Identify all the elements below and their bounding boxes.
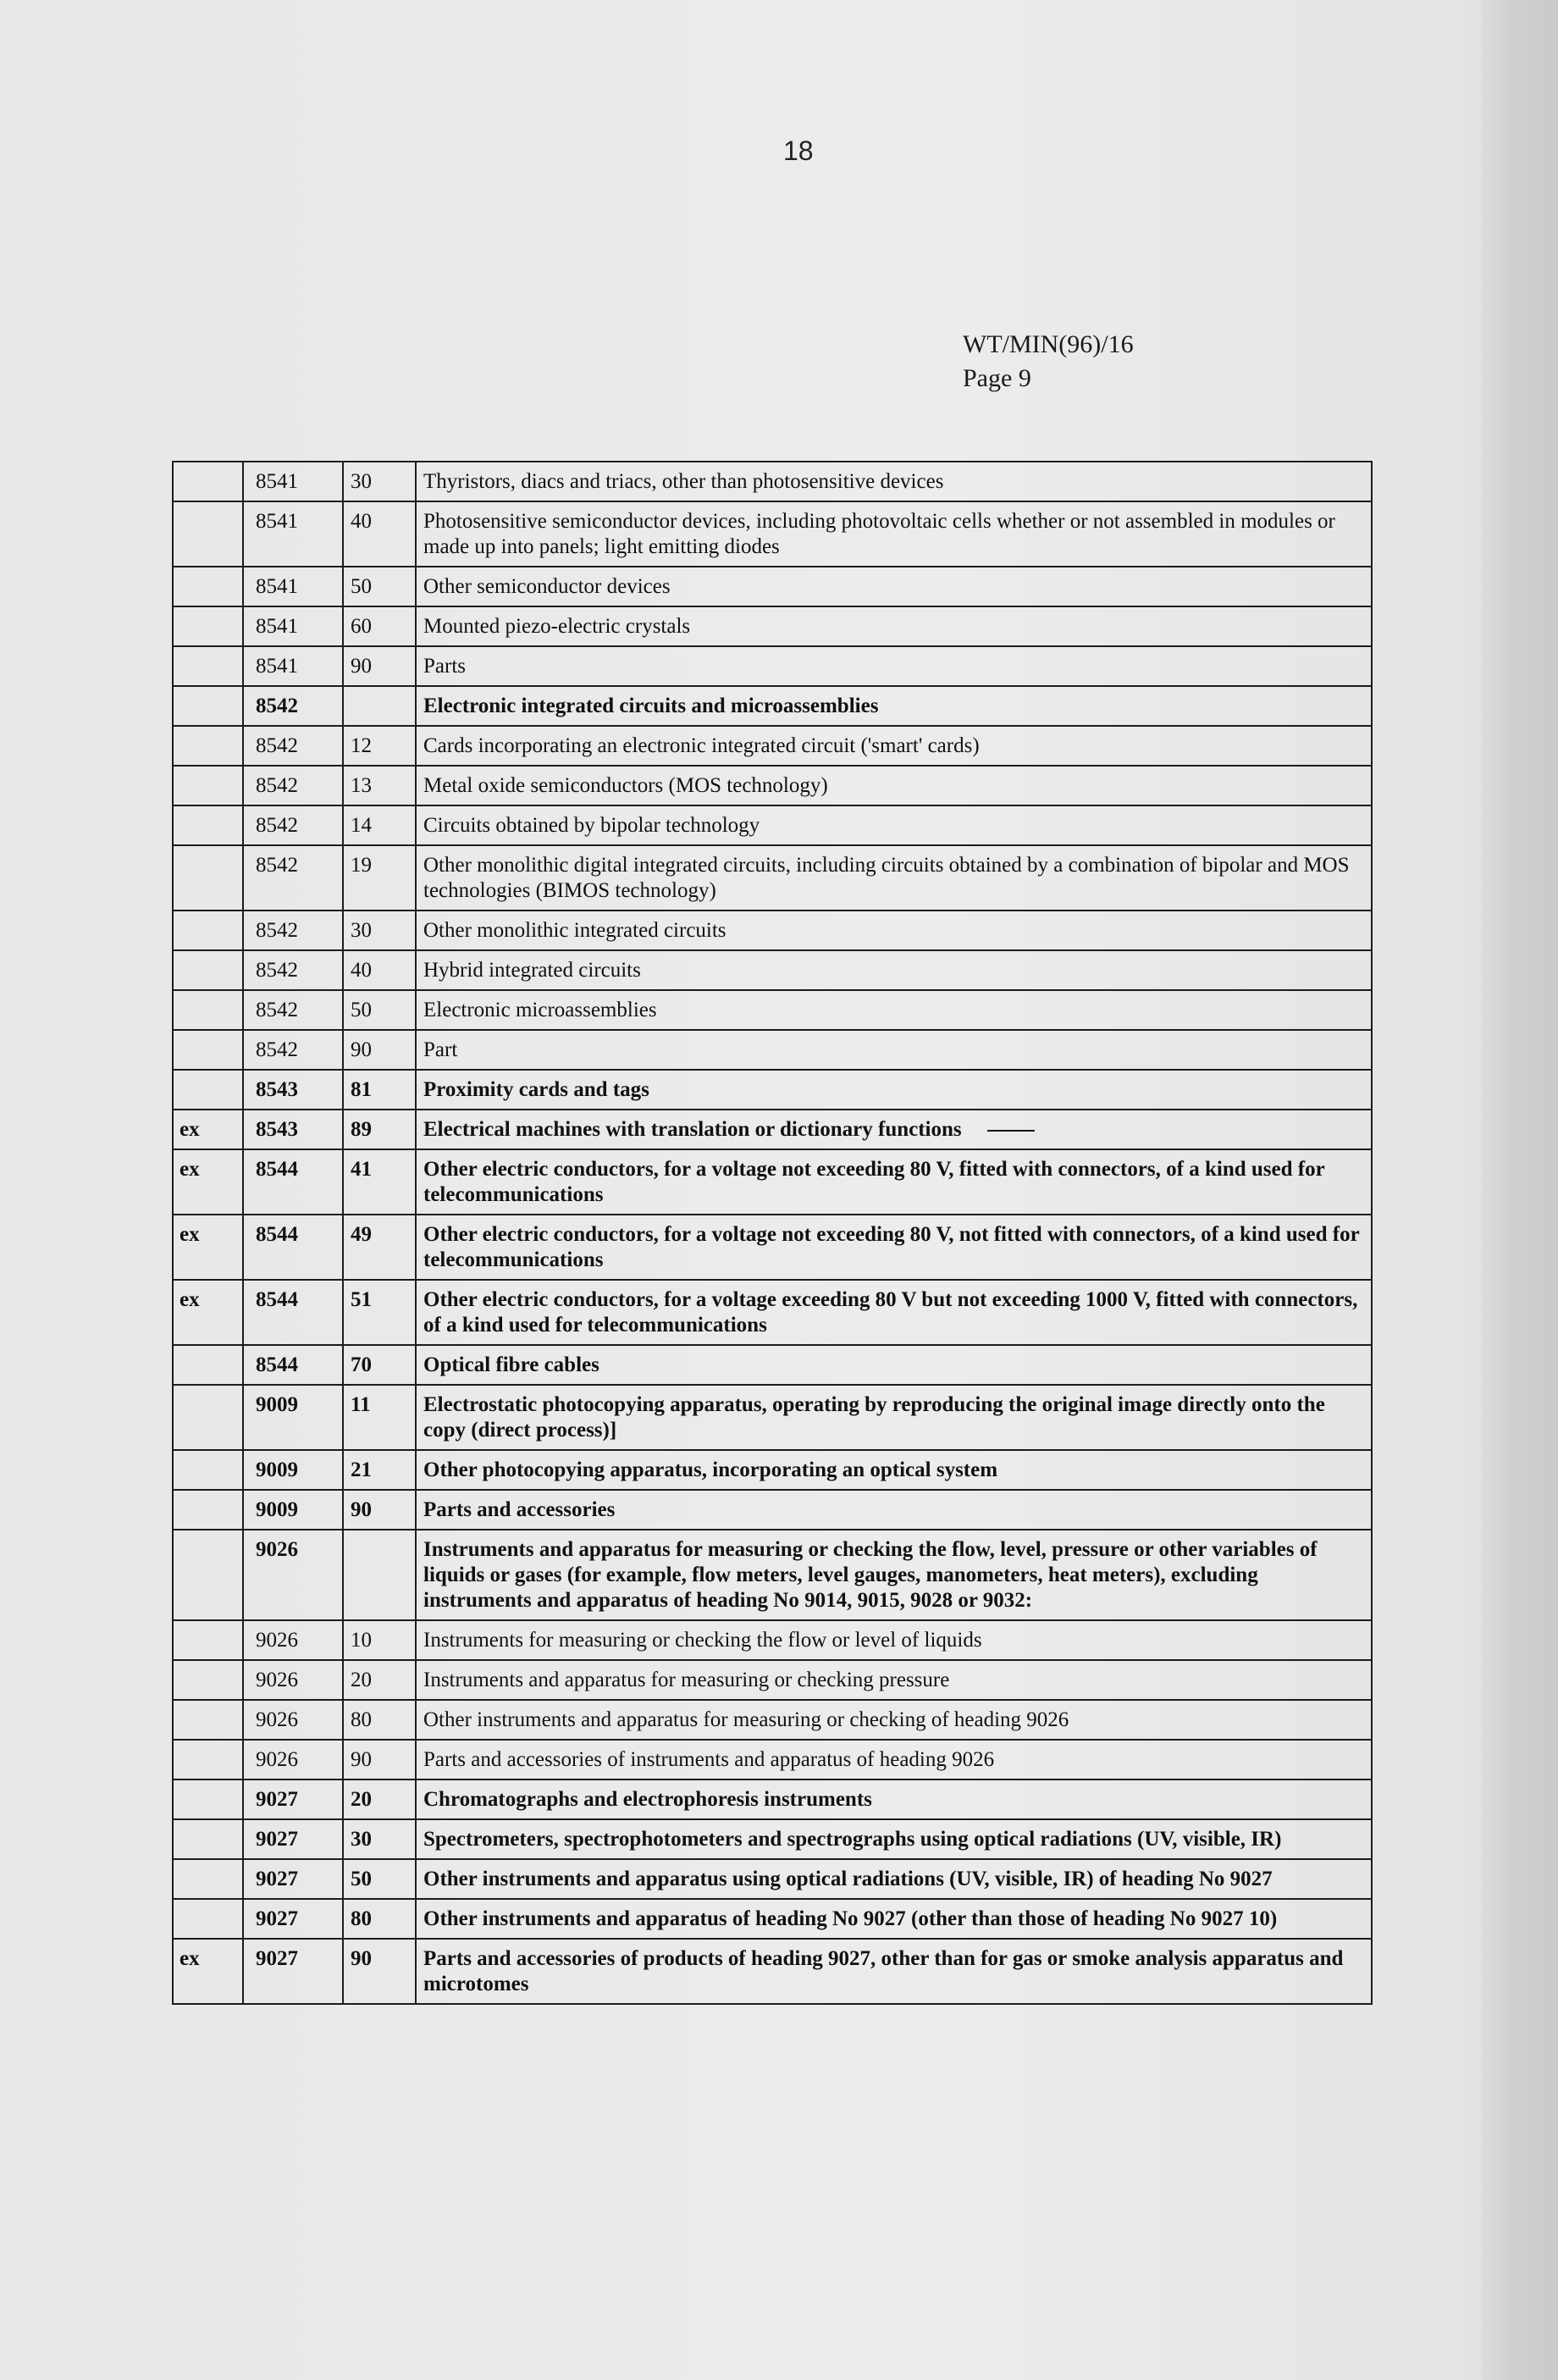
description-cell xyxy=(416,1700,1372,1740)
subheading-code-text: 81 xyxy=(351,1078,372,1101)
description-cell xyxy=(416,1899,1372,1939)
subheading-code-text: 50 xyxy=(351,1868,372,1890)
ex-marker-cell xyxy=(173,766,243,805)
heading-code-cell xyxy=(243,1149,343,1215)
ex-marker-cell xyxy=(173,501,243,567)
table-row xyxy=(173,1530,1372,1620)
description-text: Other electric conductors, for a voltage exceeding 80 V but not exceeding 1000 V, fitted with connectors, of a kind used for telecommunications xyxy=(423,1288,1358,1337)
table-row xyxy=(173,1280,1372,1345)
ex-marker-cell xyxy=(173,1385,243,1450)
subheading-code-cell xyxy=(343,501,416,567)
description-text: Electronic integrated circuits and microassemblies xyxy=(423,695,879,717)
description-cell xyxy=(416,805,1372,845)
heading-code-text: 8542 xyxy=(256,919,298,942)
description-cell xyxy=(416,845,1372,910)
subheading-code-cell xyxy=(343,1070,416,1110)
subheading-code-cell xyxy=(343,1859,416,1899)
document-symbol: WT/MIN(96)/16 xyxy=(963,330,1134,358)
ex-marker-cell xyxy=(173,1215,243,1280)
subheading-code-text: 90 xyxy=(351,655,372,678)
table-row xyxy=(173,1660,1372,1700)
ex-marker-cell xyxy=(173,1490,243,1530)
description-text: Mounted piezo-electric crystals xyxy=(423,615,691,638)
table-row xyxy=(173,845,1372,910)
heading-code-text: 9027 xyxy=(256,1907,298,1930)
subheading-code-text: 49 xyxy=(351,1223,372,1246)
subheading-code-cell xyxy=(343,1620,416,1660)
table-row xyxy=(173,1385,1372,1450)
table-row xyxy=(173,1110,1372,1149)
table-row xyxy=(173,910,1372,950)
description-text: Chromatographs and electrophoresis instruments xyxy=(423,1788,872,1811)
subheading-code-cell xyxy=(343,646,416,686)
table-row xyxy=(173,726,1372,766)
heading-code-cell xyxy=(243,950,343,990)
heading-code-cell xyxy=(243,1450,343,1490)
ex-marker-text: ex xyxy=(180,1288,200,1311)
ex-marker-cell xyxy=(173,646,243,686)
ex-marker-text: ex xyxy=(180,1223,200,1246)
subheading-code-text: 50 xyxy=(351,999,372,1021)
table-row xyxy=(173,805,1372,845)
heading-code-text: 9027 xyxy=(256,1828,298,1851)
subheading-code-cell xyxy=(343,1215,416,1280)
subheading-code-text: 30 xyxy=(351,1828,372,1851)
ex-marker-cell xyxy=(173,1149,243,1215)
description-text: Instruments and apparatus for measuring or checking pressure xyxy=(423,1669,950,1691)
subheading-code-cell xyxy=(343,1450,416,1490)
subheading-code-text: 11 xyxy=(351,1393,371,1416)
description-text: Parts and accessories of products of heading 9027, other than for gas or smoke analysis apparatus and microtomes xyxy=(423,1947,1344,1995)
table-row xyxy=(173,1620,1372,1660)
description-cell xyxy=(416,1070,1372,1110)
description-cell xyxy=(416,686,1372,726)
heading-code-text: 9026 xyxy=(256,1669,298,1691)
ex-marker-cell xyxy=(173,950,243,990)
subheading-code-cell xyxy=(343,1280,416,1345)
description-cell xyxy=(416,1859,1372,1899)
ex-marker-cell xyxy=(173,1819,243,1859)
heading-code-text: 8543 xyxy=(256,1078,298,1101)
description-text: Other monolithic digital integrated circuits, including circuits obtained by a combination of bipolar and MOS technologies (BIMOS technology) xyxy=(423,854,1350,902)
subheading-code-cell xyxy=(343,1700,416,1740)
description-text: Other photocopying apparatus, incorporating an optical system xyxy=(423,1458,998,1481)
description-text: Other electric conductors, for a voltage not exceeding 80 V, not fitted with connectors, of a kind used for telecommunications xyxy=(423,1223,1360,1271)
description-text: Other instruments and apparatus of heading No 9027 (other than those of heading No 9027 10) xyxy=(423,1907,1278,1930)
description-text: Electronic microassemblies xyxy=(423,999,657,1021)
subheading-code-cell xyxy=(343,1779,416,1819)
subheading-code-cell xyxy=(343,990,416,1030)
heading-code-cell xyxy=(243,1490,343,1530)
heading-code-cell xyxy=(243,1345,343,1385)
heading-code-text: 9027 xyxy=(256,1788,298,1811)
heading-code-text: 8542 xyxy=(256,734,298,757)
description-text: Spectrometers, spectrophotometers and spectrographs using optical radiations (UV, visible, IR) xyxy=(423,1828,1282,1851)
ex-marker-cell xyxy=(173,1620,243,1660)
heading-code-cell xyxy=(243,1280,343,1345)
table-row xyxy=(173,1030,1372,1070)
table-row xyxy=(173,686,1372,726)
subheading-code-text: 89 xyxy=(351,1118,372,1141)
ex-marker-cell xyxy=(173,1899,243,1939)
subheading-code-cell xyxy=(343,845,416,910)
subheading-code-cell xyxy=(343,1149,416,1215)
table-row xyxy=(173,1149,1372,1215)
subheading-code-cell xyxy=(343,686,416,726)
subheading-code-text: 20 xyxy=(351,1788,372,1811)
description-text: Other monolithic integrated circuits xyxy=(423,919,727,942)
description-cell xyxy=(416,606,1372,646)
description-cell xyxy=(416,501,1372,567)
heading-code-text: 9026 xyxy=(256,1629,298,1652)
subheading-code-text: 50 xyxy=(351,575,372,598)
subheading-code-cell xyxy=(343,1740,416,1779)
subheading-code-text: 30 xyxy=(351,470,372,493)
description-text: Other semiconductor devices xyxy=(423,575,671,598)
subheading-code-cell xyxy=(343,606,416,646)
description-cell xyxy=(416,1490,1372,1530)
table-row xyxy=(173,1070,1372,1110)
description-cell xyxy=(416,1149,1372,1215)
heading-code-cell xyxy=(243,805,343,845)
description-cell xyxy=(416,910,1372,950)
subheading-code-text: 21 xyxy=(351,1458,372,1481)
heading-code-cell xyxy=(243,646,343,686)
heading-code-text: 9027 xyxy=(256,1947,298,1970)
heading-code-text: 9009 xyxy=(256,1498,298,1521)
heading-code-text: 8544 xyxy=(256,1288,298,1311)
description-cell xyxy=(416,726,1372,766)
subheading-code-cell xyxy=(343,950,416,990)
description-text: Parts and accessories of instruments and apparatus of heading 9026 xyxy=(423,1748,995,1771)
dash-mark xyxy=(987,1130,1035,1132)
ex-marker-cell xyxy=(173,845,243,910)
ex-marker-cell xyxy=(173,462,243,501)
ex-marker-cell xyxy=(173,990,243,1030)
heading-code-text: 9027 xyxy=(256,1868,298,1890)
ex-marker-cell xyxy=(173,805,243,845)
table-row xyxy=(173,950,1372,990)
ex-marker-cell xyxy=(173,1660,243,1700)
tariff-table xyxy=(172,461,1373,2005)
description-text: Cards incorporating an electronic integrated circuit ('smart' cards) xyxy=(423,734,980,757)
heading-code-text: 8542 xyxy=(256,774,298,797)
subheading-code-text: 80 xyxy=(351,1708,372,1731)
heading-code-cell xyxy=(243,910,343,950)
subheading-code-text: 51 xyxy=(351,1288,372,1311)
ex-marker-cell xyxy=(173,1030,243,1070)
description-cell xyxy=(416,567,1372,606)
ex-marker-cell xyxy=(173,606,243,646)
heading-code-cell xyxy=(243,1110,343,1149)
subheading-code-text: 19 xyxy=(351,854,372,877)
heading-code-cell xyxy=(243,501,343,567)
heading-code-text: 8542 xyxy=(256,695,298,717)
ex-marker-cell xyxy=(173,1700,243,1740)
subheading-code-cell xyxy=(343,726,416,766)
description-cell xyxy=(416,1280,1372,1345)
subheading-code-cell xyxy=(343,462,416,501)
description-cell xyxy=(416,1530,1372,1620)
heading-code-cell xyxy=(243,1939,343,2004)
description-text: Instruments for measuring or checking the flow or level of liquids xyxy=(423,1629,982,1652)
description-cell xyxy=(416,1620,1372,1660)
heading-code-text: 9026 xyxy=(256,1708,298,1731)
subheading-code-cell xyxy=(343,1490,416,1530)
ex-marker-cell xyxy=(173,1859,243,1899)
ex-marker-cell xyxy=(173,686,243,726)
ex-marker-text: ex xyxy=(180,1118,200,1141)
tariff-table-body xyxy=(173,462,1372,2004)
description-cell xyxy=(416,1939,1372,2004)
heading-code-text: 8543 xyxy=(256,1118,298,1141)
page-label: Page 9 xyxy=(963,364,1031,392)
subheading-code-cell xyxy=(343,805,416,845)
description-text: Photosensitive semiconductor devices, including photovoltaic cells whether or not assembled in modules or made up into panels; light emitting diodes xyxy=(423,510,1335,558)
ex-marker-text: ex xyxy=(180,1158,200,1181)
description-text: Instruments and apparatus for measuring or checking the flow, level, pressure or other variables of liquids or gases (for example, flow meters, level gauges, manometers, heat meters), excluding instruments and apparatus of heading No 9014, 9015, 9028 or 9032: xyxy=(423,1538,1318,1612)
heading-code-text: 8541 xyxy=(256,575,298,598)
description-text: Parts and accessories xyxy=(423,1498,616,1521)
subheading-code-cell xyxy=(343,567,416,606)
description-cell xyxy=(416,1819,1372,1859)
heading-code-cell xyxy=(243,686,343,726)
subheading-code-text: 90 xyxy=(351,1498,372,1521)
ex-marker-cell xyxy=(173,567,243,606)
heading-code-cell xyxy=(243,1740,343,1779)
page-number: 18 xyxy=(783,136,814,166)
heading-code-cell xyxy=(243,1779,343,1819)
heading-code-cell xyxy=(243,766,343,805)
ex-marker-cell xyxy=(173,1345,243,1385)
heading-code-cell xyxy=(243,990,343,1030)
heading-code-cell xyxy=(243,1700,343,1740)
subheading-code-cell xyxy=(343,766,416,805)
description-cell xyxy=(416,1740,1372,1779)
subheading-code-text: 20 xyxy=(351,1669,372,1691)
description-cell xyxy=(416,1345,1372,1385)
ex-marker-cell xyxy=(173,1939,243,2004)
heading-code-cell xyxy=(243,606,343,646)
heading-code-text: 8544 xyxy=(256,1353,298,1376)
description-text: Parts xyxy=(423,655,466,678)
description-cell xyxy=(416,766,1372,805)
subheading-code-cell xyxy=(343,1819,416,1859)
document-header xyxy=(963,328,1134,396)
table-row xyxy=(173,501,1372,567)
subheading-code-text: 60 xyxy=(351,615,372,638)
heading-code-text: 8541 xyxy=(256,615,298,638)
ex-marker-cell xyxy=(173,1280,243,1345)
table-row xyxy=(173,1899,1372,1939)
subheading-code-cell xyxy=(343,1385,416,1450)
description-text: Optical fibre cables xyxy=(423,1353,599,1376)
heading-code-cell xyxy=(243,1530,343,1620)
table-row xyxy=(173,1819,1372,1859)
subheading-code-text: 14 xyxy=(351,814,372,837)
subheading-code-text: 90 xyxy=(351,1947,372,1970)
description-text: Other instruments and apparatus using optical radiations (UV, visible, IR) of heading No 9027 xyxy=(423,1868,1273,1890)
heading-code-text: 8541 xyxy=(256,470,298,493)
description-cell xyxy=(416,462,1372,501)
heading-code-text: 8542 xyxy=(256,1038,298,1061)
description-cell xyxy=(416,1779,1372,1819)
heading-code-text: 9009 xyxy=(256,1393,298,1416)
table-row xyxy=(173,1740,1372,1779)
subheading-code-cell xyxy=(343,1030,416,1070)
subheading-code-cell xyxy=(343,1110,416,1149)
heading-code-cell xyxy=(243,1859,343,1899)
subheading-code-text: 90 xyxy=(351,1038,372,1061)
heading-code-cell xyxy=(243,1385,343,1450)
table-row xyxy=(173,1939,1372,2004)
subheading-code-text: 40 xyxy=(351,959,372,982)
heading-code-text: 9026 xyxy=(256,1748,298,1771)
heading-code-cell xyxy=(243,845,343,910)
table-row xyxy=(173,766,1372,805)
description-cell xyxy=(416,1385,1372,1450)
description-text: Circuits obtained by bipolar technology xyxy=(423,814,760,837)
table-row xyxy=(173,1859,1372,1899)
heading-code-text: 9026 xyxy=(256,1538,298,1561)
subheading-code-text: 70 xyxy=(351,1353,372,1376)
ex-marker-cell xyxy=(173,1070,243,1110)
ex-marker-text: ex xyxy=(180,1947,200,1970)
ex-marker-cell xyxy=(173,1450,243,1490)
table-row xyxy=(173,1490,1372,1530)
subheading-code-cell xyxy=(343,1939,416,2004)
subheading-code-cell xyxy=(343,1530,416,1620)
subheading-code-cell xyxy=(343,1899,416,1939)
description-text: Electrical machines with translation or dictionary functions xyxy=(423,1118,962,1141)
description-text: Metal oxide semiconductors (MOS technology) xyxy=(423,774,828,797)
heading-code-cell xyxy=(243,1819,343,1859)
description-text: Other electric conductors, for a voltage not exceeding 80 V, fitted with connectors, of a kind used for telecommunications xyxy=(423,1158,1325,1206)
subheading-code-cell xyxy=(343,1345,416,1385)
description-cell xyxy=(416,950,1372,990)
heading-code-cell xyxy=(243,567,343,606)
heading-code-text: 8541 xyxy=(256,655,298,678)
heading-code-cell xyxy=(243,726,343,766)
heading-code-cell xyxy=(243,1620,343,1660)
subheading-code-text: 41 xyxy=(351,1158,372,1181)
subheading-code-text: 30 xyxy=(351,919,372,942)
ex-marker-cell xyxy=(173,1779,243,1819)
heading-code-text: 8541 xyxy=(256,510,298,533)
description-cell xyxy=(416,646,1372,686)
page-edge-shadow xyxy=(1482,0,1558,2380)
description-cell xyxy=(416,1030,1372,1070)
heading-code-text: 8544 xyxy=(256,1223,298,1246)
ex-marker-cell xyxy=(173,726,243,766)
description-cell xyxy=(416,990,1372,1030)
description-cell xyxy=(416,1660,1372,1700)
heading-code-text: 8542 xyxy=(256,854,298,877)
table-row xyxy=(173,1215,1372,1280)
table-row xyxy=(173,462,1372,501)
table-row xyxy=(173,1779,1372,1819)
table-row xyxy=(173,990,1372,1030)
heading-code-text: 8542 xyxy=(256,814,298,837)
description-text: Proximity cards and tags xyxy=(423,1078,649,1101)
heading-code-text: 8544 xyxy=(256,1158,298,1181)
table-row xyxy=(173,646,1372,686)
subheading-code-text: 13 xyxy=(351,774,372,797)
subheading-code-text: 10 xyxy=(351,1629,372,1652)
description-text: Hybrid integrated circuits xyxy=(423,959,641,982)
subheading-code-cell xyxy=(343,910,416,950)
subheading-code-cell xyxy=(343,1660,416,1700)
description-cell xyxy=(416,1450,1372,1490)
description-text: Thyristors, diacs and triacs, other than photosensitive devices xyxy=(423,470,944,493)
table-row xyxy=(173,606,1372,646)
description-text: Part xyxy=(423,1038,458,1061)
heading-code-text: 8542 xyxy=(256,959,298,982)
subheading-code-text: 40 xyxy=(351,510,372,533)
table-row xyxy=(173,1700,1372,1740)
heading-code-cell xyxy=(243,462,343,501)
ex-marker-cell xyxy=(173,910,243,950)
heading-code-text: 8542 xyxy=(256,999,298,1021)
heading-code-cell xyxy=(243,1030,343,1070)
heading-code-cell xyxy=(243,1899,343,1939)
heading-code-cell xyxy=(243,1660,343,1700)
table-row xyxy=(173,1345,1372,1385)
subheading-code-text: 80 xyxy=(351,1907,372,1930)
ex-marker-cell xyxy=(173,1530,243,1620)
subheading-code-text: 90 xyxy=(351,1748,372,1771)
description-text: Electrostatic photocopying apparatus, operating by reproducing the original image directly onto the copy (direct process)] xyxy=(423,1393,1325,1442)
subheading-code-text: 12 xyxy=(351,734,372,757)
heading-code-cell xyxy=(243,1070,343,1110)
table-row xyxy=(173,567,1372,606)
table-row xyxy=(173,1450,1372,1490)
description-cell xyxy=(416,1110,1372,1149)
ex-marker-cell xyxy=(173,1740,243,1779)
description-cell xyxy=(416,1215,1372,1280)
description-text: Other instruments and apparatus for measuring or checking of heading 9026 xyxy=(423,1708,1069,1731)
ex-marker-cell xyxy=(173,1110,243,1149)
heading-code-text: 9009 xyxy=(256,1458,298,1481)
heading-code-cell xyxy=(243,1215,343,1280)
